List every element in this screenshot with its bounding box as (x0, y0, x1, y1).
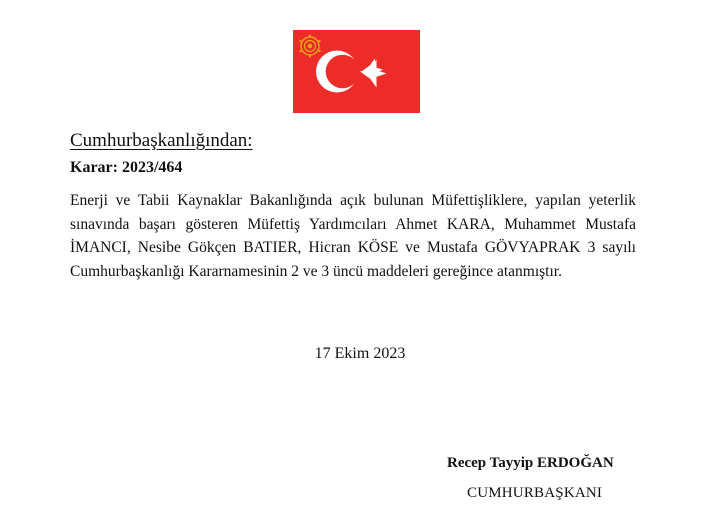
signer-name: Recep Tayyip ERDOĞAN (447, 455, 614, 471)
date-line (0, 345, 720, 363)
decision-body-text: Enerji ve Tabii Kaynaklar Bakanlığında açık bulunan Müfettişliklere, yapılan yeterlik sınavında başarı gösteren Müfettiş Yardımcıları Ahmet KARA, Muhammet Mustafa İMANCI, Nesibe Gökçen BATIER, Hicran KÖSE ve Mustafa GÖVYAPRAK 3 sayılı Cumhurbaşkanlığı Kararnamesinin 2 ve 3 üncü maddeleri gereğince atanmıştır. (70, 192, 636, 280)
decision-number: Karar: 2023/464 (70, 159, 183, 176)
turkish-flag-emblem-icon (293, 30, 420, 113)
issuing-office: Cumhurbaşkanlığından: (70, 130, 253, 151)
signer-title: CUMHURBAŞKANI (467, 485, 603, 501)
decision-date: 17 Ekim 2023 (314, 345, 406, 362)
